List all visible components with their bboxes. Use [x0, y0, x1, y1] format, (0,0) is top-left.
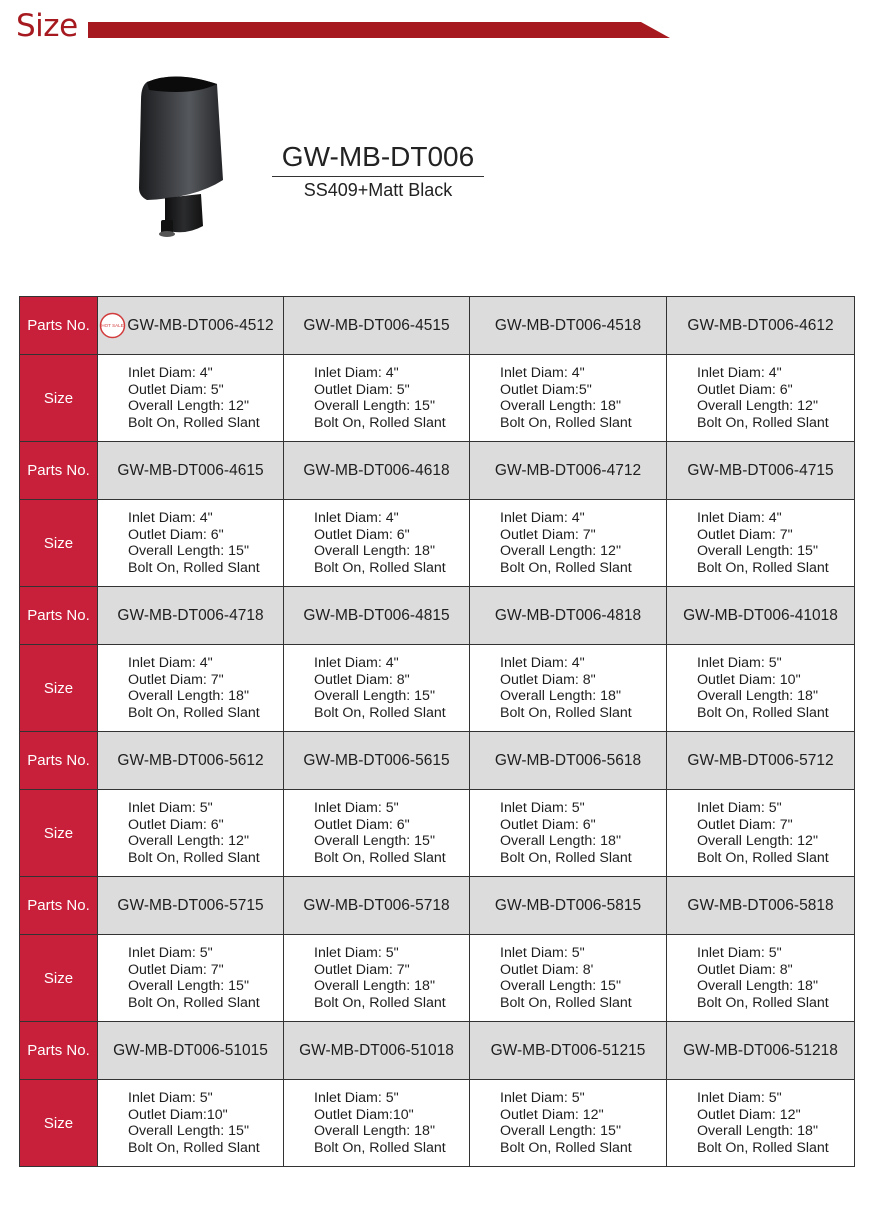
part-number-cell: [98, 732, 284, 790]
spec-line: Overall Length: 18": [697, 978, 818, 994]
spec-line: Overall Length: 15": [314, 833, 435, 849]
part-number: GW-MB-DT006-5612: [117, 751, 264, 769]
parts-row: [20, 442, 855, 500]
part-number-cell: [98, 1022, 284, 1080]
spec-line: Overall Length: 18": [314, 543, 435, 559]
spec-line: Overall Length: 18": [500, 833, 621, 849]
size-label: Size: [20, 645, 98, 732]
spec-list: [667, 510, 854, 576]
spec-line: Overall Length: 12": [500, 543, 621, 559]
material-subtitle: SS409+Matt Black: [303, 180, 453, 200]
part-number-cell: [470, 297, 667, 355]
parts-row: [20, 587, 855, 645]
spec-cell: [667, 355, 855, 442]
spec-line: Overall Length: 18": [500, 398, 621, 414]
spec-line: Outlet Diam: 12": [500, 1106, 604, 1123]
spec-line: Bolt On, Rolled Slant: [314, 994, 446, 1011]
size-row: [20, 1080, 855, 1167]
part-number-cell: [470, 732, 667, 790]
parts-row: [20, 297, 855, 355]
spec-line: Overall Length: 15": [500, 1123, 621, 1139]
spec-list: [470, 1090, 666, 1156]
size-label: Size: [20, 500, 98, 587]
spec-line: Outlet Diam:5": [500, 381, 592, 398]
spec-line: Inlet Diam: 4": [500, 655, 585, 671]
spec-cell: [470, 935, 667, 1022]
spec-line: Inlet Diam: 5": [128, 1090, 213, 1106]
spec-line: Outlet Diam: 12": [697, 1106, 801, 1123]
spec-line: Bolt On, Rolled Slant: [128, 849, 260, 866]
heading-bar: [88, 22, 670, 38]
spec-line: Bolt On, Rolled Slant: [500, 994, 632, 1011]
spec-line: Inlet Diam: 5": [314, 800, 399, 816]
part-number-cell: [667, 587, 855, 645]
spec-line: Inlet Diam: 4": [314, 655, 399, 671]
parts-table: [19, 296, 855, 1167]
spec-line: Bolt On, Rolled Slant: [128, 994, 260, 1011]
part-number: GW-MB-DT006-4612: [687, 316, 834, 334]
size-row: [20, 355, 855, 442]
spec-cell: [284, 935, 470, 1022]
spec-cell: [284, 355, 470, 442]
spec-line: Inlet Diam: 5": [314, 945, 399, 961]
spec-line: Inlet Diam: 4": [500, 365, 585, 381]
section-title: Size: [16, 8, 78, 44]
spec-cell: [667, 935, 855, 1022]
spec-line: Bolt On, Rolled Slant: [314, 704, 446, 721]
spec-line: Inlet Diam: 4": [314, 510, 399, 526]
spec-cell: [98, 790, 284, 877]
part-number: GW-MB-DT006-5715: [117, 896, 264, 914]
spec-line: Outlet Diam: 7": [697, 526, 793, 543]
spec-cell: [98, 355, 284, 442]
spec-line: Bolt On, Rolled Slant: [314, 559, 446, 576]
part-number-cell: [667, 1022, 855, 1080]
spec-line: Outlet Diam: 6": [128, 816, 224, 833]
spec-line: Overall Length: 12": [697, 398, 818, 414]
spec-cell: [470, 355, 667, 442]
part-number-cell: [284, 732, 470, 790]
spec-line: Outlet Diam: 7": [500, 526, 596, 543]
part-number: GW-MB-DT006-4518: [494, 316, 642, 334]
parts-no-label: Parts No.: [20, 877, 98, 935]
spec-line: Bolt On, Rolled Slant: [500, 1139, 632, 1156]
part-number: GW-MB-DT006-51215: [490, 1041, 646, 1059]
part-number: GW-MB-DT006-4818: [494, 606, 642, 624]
spec-line: Outlet Diam: 6": [128, 526, 224, 543]
spec-line: Inlet Diam: 5": [697, 1090, 782, 1106]
spec-line: Inlet Diam: 5": [128, 800, 213, 816]
spec-line: Inlet Diam: 5": [697, 655, 782, 671]
spec-line: Inlet Diam: 4": [128, 655, 213, 671]
spec-cell: [98, 645, 284, 732]
part-number-cell: [667, 297, 855, 355]
spec-line: Bolt On, Rolled Slant: [500, 704, 632, 721]
part-number: GW-MB-DT006-4715: [687, 461, 834, 479]
spec-line: Bolt On, Rolled Slant: [128, 414, 260, 431]
spec-cell: [470, 500, 667, 587]
part-number: GW-MB-DT006-5818: [687, 896, 834, 914]
spec-line: Overall Length: 12": [128, 833, 249, 849]
size-row: [20, 935, 855, 1022]
title-divider: [272, 176, 484, 177]
spec-line: Inlet Diam: 5": [697, 800, 782, 816]
hot-sale-stamp-icon: [99, 312, 126, 339]
part-number: GW-MB-DT006-51015: [113, 1041, 268, 1059]
spec-line: Outlet Diam: 5": [314, 381, 410, 398]
spec-line: Outlet Diam: 7": [314, 961, 410, 978]
parts-no-label: Parts No.: [20, 1022, 98, 1080]
size-row: [20, 500, 855, 587]
spec-line: Outlet Diam: 8": [500, 671, 596, 688]
spec-cell: [98, 935, 284, 1022]
spec-line: Bolt On, Rolled Slant: [697, 1139, 829, 1156]
size-label: Size: [20, 790, 98, 877]
spec-line: Overall Length: 15": [500, 978, 621, 994]
spec-line: Outlet Diam: 6": [314, 526, 410, 543]
part-number-cell: [284, 1022, 470, 1080]
spec-cell: [284, 500, 470, 587]
spec-cell: [284, 645, 470, 732]
spec-line: Inlet Diam: 5": [128, 945, 213, 961]
spec-cell: [667, 645, 855, 732]
spec-line: Bolt On, Rolled Slant: [500, 849, 632, 866]
spec-line: Inlet Diam: 4": [697, 510, 782, 526]
spec-cell: [470, 790, 667, 877]
spec-line: Overall Length: 15": [697, 543, 818, 559]
spec-list: [284, 1090, 469, 1156]
size-row: [20, 645, 855, 732]
hot-sale-text: HOT SALE: [101, 323, 124, 328]
spec-list: [98, 1090, 283, 1156]
spec-line: Bolt On, Rolled Slant: [314, 1139, 446, 1156]
spec-list: [284, 365, 469, 431]
part-number-cell: [284, 587, 470, 645]
spec-cell: [284, 790, 470, 877]
spec-list: [284, 655, 469, 721]
spec-line: Outlet Diam: 8": [314, 671, 410, 688]
part-number-cell: [284, 297, 470, 355]
parts-row: [20, 877, 855, 935]
spec-line: Inlet Diam: 4": [314, 365, 399, 381]
spec-list: [284, 945, 469, 1011]
part-number: GW-MB-DT006-41018: [683, 606, 838, 624]
spec-list: [470, 655, 666, 721]
spec-line: Outlet Diam:10": [128, 1106, 228, 1123]
part-number-cell: [667, 442, 855, 500]
size-label: Size: [20, 935, 98, 1022]
spec-list: [284, 800, 469, 866]
parts-row: [20, 1022, 855, 1080]
spec-list: [470, 365, 666, 431]
parts-no-label: Parts No.: [20, 732, 98, 790]
part-number: GW-MB-DT006-51018: [299, 1041, 454, 1059]
spec-cell: [98, 500, 284, 587]
spec-list: [667, 655, 854, 721]
spec-list: [98, 800, 283, 866]
part-number: GW-MB-DT006-5718: [303, 896, 450, 914]
spec-line: Bolt On, Rolled Slant: [697, 994, 829, 1011]
spec-line: Outlet Diam: 8": [697, 961, 793, 978]
part-number: GW-MB-DT006-4618: [303, 461, 450, 479]
spec-line: Inlet Diam: 5": [500, 800, 585, 816]
spec-cell: [667, 500, 855, 587]
spec-cell: [667, 790, 855, 877]
spec-line: Outlet Diam: 7": [128, 961, 224, 978]
spec-cell: [470, 1080, 667, 1167]
part-number-cell: [667, 877, 855, 935]
spec-line: Outlet Diam: 6": [500, 816, 596, 833]
spec-line: Bolt On, Rolled Slant: [314, 414, 446, 431]
part-number-cell: [284, 442, 470, 500]
spec-line: Overall Length: 18": [500, 688, 621, 704]
spec-line: Outlet Diam: 7": [697, 816, 793, 833]
size-label: Size: [20, 355, 98, 442]
spec-list: [667, 1090, 854, 1156]
spec-line: Bolt On, Rolled Slant: [500, 414, 632, 431]
part-number: GW-MB-DT006-5615: [303, 751, 450, 769]
spec-cell: [98, 1080, 284, 1167]
part-number: GW-MB-DT006-5712: [687, 751, 834, 769]
part-number-cell: [284, 877, 470, 935]
spec-line: Bolt On, Rolled Slant: [697, 559, 829, 576]
spec-line: Bolt On, Rolled Slant: [314, 849, 446, 866]
part-number: GW-MB-DT006-4712: [494, 461, 642, 479]
spec-line: Outlet Diam: 6": [314, 816, 410, 833]
spec-list: [667, 945, 854, 1011]
part-number-cell: [98, 587, 284, 645]
spec-line: Bolt On, Rolled Slant: [697, 704, 829, 721]
spec-line: Overall Length: 18": [314, 1123, 435, 1139]
spec-line: Inlet Diam: 5": [697, 945, 782, 961]
size-label: Size: [20, 1080, 98, 1167]
part-number-cell: [667, 732, 855, 790]
spec-line: Overall Length: 15": [128, 543, 249, 559]
part-number-cell: [98, 877, 284, 935]
spec-cell: [470, 645, 667, 732]
part-number-cell: [470, 1022, 667, 1080]
spec-list: [470, 800, 666, 866]
spec-list: [667, 800, 854, 866]
part-number: GW-MB-DT006-4615: [117, 461, 264, 479]
part-number: GW-MB-DT006-5815: [494, 896, 642, 914]
spec-line: Bolt On, Rolled Slant: [500, 559, 632, 576]
part-number: GW-MB-DT006-4515: [303, 316, 450, 334]
spec-line: Overall Length: 15": [314, 398, 435, 414]
spec-line: Overall Length: 15": [128, 1123, 249, 1139]
spec-cell: [284, 1080, 470, 1167]
part-number-cell: [470, 587, 667, 645]
spec-line: Outlet Diam: 8': [500, 961, 594, 978]
spec-list: [98, 655, 283, 721]
spec-line: Overall Length: 18": [314, 978, 435, 994]
parts-no-label: Parts No.: [20, 442, 98, 500]
spec-line: Inlet Diam: 5": [500, 1090, 585, 1106]
model-title: GW-MB-DT006: [281, 141, 475, 172]
spec-list: [98, 510, 283, 576]
spec-line: Inlet Diam: 4": [128, 510, 213, 526]
part-number-cell: [470, 442, 667, 500]
spec-line: Overall Length: 18": [128, 688, 249, 704]
spec-line: Outlet Diam: 7": [128, 671, 224, 688]
spec-line: Bolt On, Rolled Slant: [128, 704, 260, 721]
spec-list: [470, 945, 666, 1011]
spec-list: [98, 365, 283, 431]
spec-line: Inlet Diam: 5": [500, 945, 585, 961]
exhaust-tip-image: [135, 70, 225, 240]
spec-line: Inlet Diam: 4": [697, 365, 782, 381]
spec-line: Bolt On, Rolled Slant: [128, 559, 260, 576]
part-number: GW-MB-DT006-4718: [117, 606, 264, 624]
spec-list: [284, 510, 469, 576]
spec-line: Overall Length: 12": [128, 398, 249, 414]
part-number-cell: [98, 442, 284, 500]
spec-line: Inlet Diam: 4": [500, 510, 585, 526]
spec-line: Outlet Diam: 5": [128, 381, 224, 398]
spec-list: [667, 365, 854, 431]
spec-line: Overall Length: 15": [314, 688, 435, 704]
part-number: GW-MB-DT006-4815: [303, 606, 450, 624]
spec-line: Inlet Diam: 4": [128, 365, 213, 381]
part-number-cell: [470, 877, 667, 935]
spec-line: Bolt On, Rolled Slant: [128, 1139, 260, 1156]
spec-list: [98, 945, 283, 1011]
spec-cell: [667, 1080, 855, 1167]
spec-line: Overall Length: 18": [697, 688, 818, 704]
parts-row: [20, 732, 855, 790]
part-number-cell: [98, 297, 284, 355]
spec-line: Overall Length: 15": [128, 978, 249, 994]
part-number: GW-MB-DT006-4512: [127, 316, 274, 334]
spec-list: [470, 510, 666, 576]
spec-line: Inlet Diam: 5": [314, 1090, 399, 1106]
spec-line: Outlet Diam: 10": [697, 671, 801, 688]
part-number: GW-MB-DT006-5618: [494, 751, 642, 769]
spec-line: Overall Length: 18": [697, 1123, 818, 1139]
spec-line: Overall Length: 12": [697, 833, 818, 849]
spec-line: Bolt On, Rolled Slant: [697, 849, 829, 866]
parts-no-label: Parts No.: [20, 587, 98, 645]
spec-line: Bolt On, Rolled Slant: [697, 414, 829, 431]
parts-no-label: Parts No.: [20, 297, 98, 355]
spec-line: Outlet Diam:10": [314, 1106, 414, 1123]
size-row: [20, 790, 855, 877]
part-number: GW-MB-DT006-51218: [683, 1041, 838, 1059]
spec-line: Outlet Diam: 6": [697, 381, 793, 398]
